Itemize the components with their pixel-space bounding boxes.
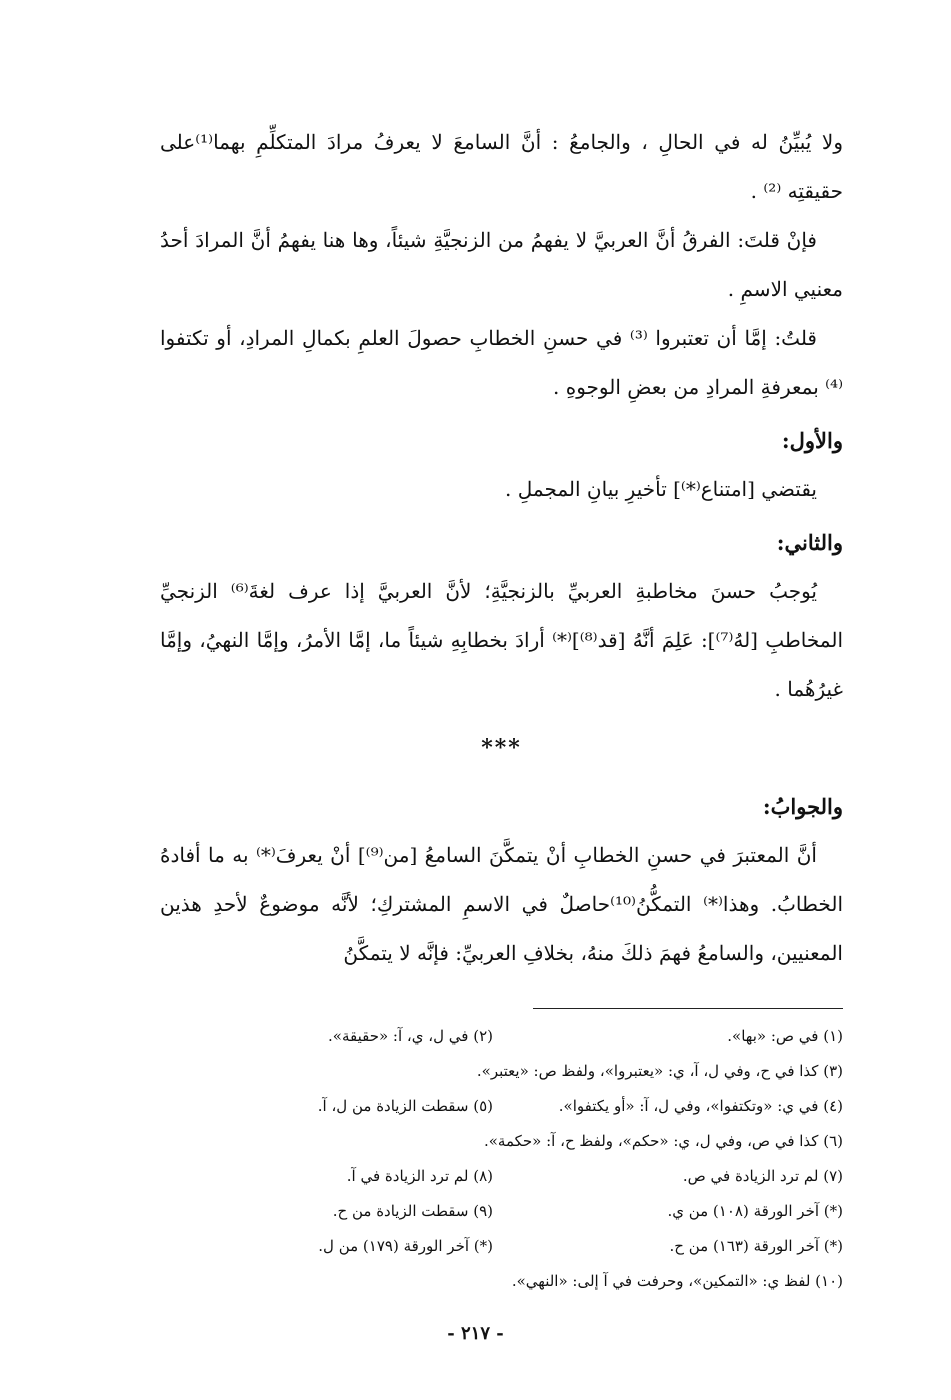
heading-answer: والجوابُ: [762, 794, 843, 819]
footnote-row [160, 1229, 843, 1264]
footnote-8: (٨) لم ترد الزيادة في آ. [346, 1167, 493, 1185]
footnote-star-3: (*) آخر الورقة (١٧٩) من ل. [318, 1237, 493, 1255]
footnote-9: (٩) سقطت الزيادة من ح. [332, 1202, 493, 1220]
body-paragraph-3: قلتُ: إمَّا أن تعتبروا ⁽³⁾ في حسنِ الخطابِ حصولَ العلمِ بكمالِ المرادِ، أو تكتفوا ⁽⁴⁾ بمعرفةِ المرادِ من بعضِ الوجوهِ . [160, 326, 843, 399]
body-paragraph-4: يقتضي [امتناع⁽*⁾] تأخيرِ بيانِ المجملِ . [505, 477, 817, 501]
footnote-6: (٦) كذا في ص، وفي ل، ي: «حكم»، ولفظ ح، آ: «حكمة». [483, 1132, 843, 1150]
section-separator: *** [481, 735, 522, 761]
page-number: - ٢١٧ - [447, 1323, 504, 1344]
footnote-row [160, 1159, 843, 1194]
body-paragraph-5: يُوجبُ حسنَ مخاطبةِ العربيِّ بالزنجيَّةِ؛ لأنَّ العربيَّ إذا عرف لغةَ⁽⁶⁾ الزنجيِّ المخاطبِ [لهُ⁽⁷⁾]: عَلِمَ أنَّهُ [قد⁽⁸⁾]⁽*⁾ أرادَ بخطابِهِ شيئاً ما، إمَّا الأمرُ، وإمَّا النهيُ، وإمَّا غيرُهُما . [160, 579, 844, 701]
footnote-4: (٤) في ي: «وتكتفوا»، وفي ل، آ: «أو يكتفوا». [558, 1097, 843, 1115]
footnote-star-1: (*) آخر الورقة (١٠٨) من ي. [667, 1202, 843, 1220]
heading-first: والأول: [781, 428, 843, 453]
footnote-row [160, 1194, 843, 1229]
footnote-divider [533, 1008, 843, 1009]
footnote-7: (٧) لم ترد الزيادة في ص. [682, 1167, 843, 1185]
footnote-5: (٥) سقطت الزيادة من ل، آ. [317, 1097, 493, 1115]
footnote-1: (١) في ص: «بها». [727, 1027, 843, 1045]
footnote-3: (٣) كذا في ح، وفي ل، آ، ي: «يعتبروا»، ولفظ ص: «يعتبر». [476, 1062, 843, 1080]
footnote-row [160, 1019, 843, 1054]
heading-second: والثاني: [776, 530, 843, 555]
footnote-star-2: (*) آخر الورقة (١٦٣) من ح. [669, 1237, 843, 1255]
body-paragraph-1: ولا يُبيِّنُ له في الحالِ ، والجامعُ : أنَّ السامعَ لا يعرفُ مرادَ المتكلِّمِ بهما⁽¹⁾على حقيقتِه ⁽²⁾ . [160, 130, 844, 203]
footnote-row [160, 1089, 843, 1124]
footnote-10: (١٠) لفظ ي: «التمكين»، وحرفت في آ إلى: «النهي». [511, 1272, 843, 1290]
footnote-2: (٢) في ل، ي، آ: «حقيقة». [328, 1027, 493, 1045]
footnotes [160, 1019, 843, 1299]
body-paragraph-6: أنَّ المعتبرَ في حسنِ الخطابِ أنْ يتمكَّنَ السامعُ [من⁽⁹⁾] أنْ يعرفَ⁽*⁾ به ما أفادهُ الخطابُ. وهذا⁽*⁾ التمكُّنُ⁽¹⁰⁾حاصلٌ في الاسمِ المشتركِ؛ لأنَّه موضوعٌ لأحدِ هذين المعنيين، والسامعُ فهمَ ذلكَ منهُ، بخلافِ العربيِّ: فإنَّه لا يتمكَّنُ [160, 843, 843, 965]
body-paragraph-2: فإنْ قلتَ: الفرقُ أنَّ العربيَّ لا يفهمُ من الزنجيَّةِ شيئاً، وها هنا يفهمُ أنَّ المرادَ أحدُ معنيي الاسمِ . [160, 228, 843, 301]
